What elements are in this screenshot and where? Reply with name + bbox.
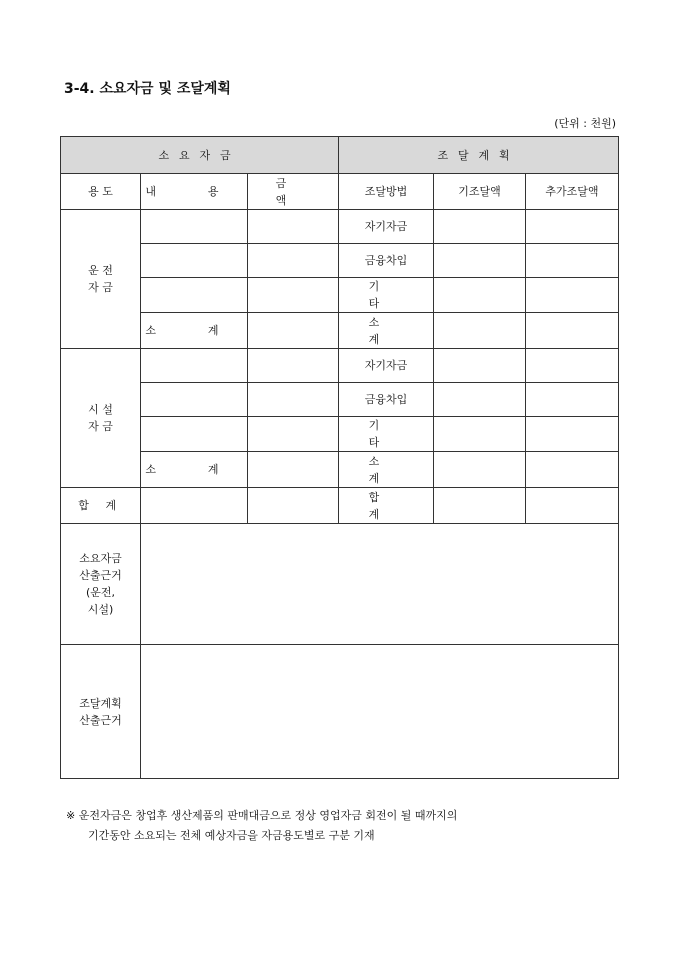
cell-empty[interactable] [434,383,526,417]
cell-empty[interactable] [526,210,619,244]
cell-empty[interactable] [434,349,526,383]
method-loan: 금융차입 [339,383,434,417]
cell-empty[interactable] [141,210,248,244]
cell-empty[interactable] [248,278,339,313]
method-other: 기 타 [339,417,434,452]
cell-empty[interactable] [434,488,526,524]
cell-empty[interactable] [434,278,526,313]
cell-empty[interactable] [248,313,339,349]
col-method: 조달방법 [339,174,434,210]
cell-empty[interactable] [141,244,248,278]
group-facility-label: 시 설 자 금 [61,349,141,488]
cell-empty[interactable] [526,488,619,524]
total-label: 합 계 [61,488,141,524]
cell-empty[interactable] [141,417,248,452]
cell-empty[interactable] [248,244,339,278]
subtotal-label: 소 계 [141,313,248,349]
cell-empty[interactable] [248,210,339,244]
col-content: 내 용 [141,174,248,210]
cell-empty[interactable] [141,488,248,524]
cell-empty[interactable] [141,383,248,417]
subtotal-label: 소 계 [339,452,434,488]
col-amount: 금 액 [248,174,339,210]
cell-empty[interactable] [526,383,619,417]
cell-empty[interactable] [526,278,619,313]
cell-empty[interactable] [434,452,526,488]
cell-empty[interactable] [248,452,339,488]
header-funding-plan: 조달계획 [339,137,619,174]
method-own: 자기자금 [339,349,434,383]
cell-empty[interactable] [248,488,339,524]
cell-empty[interactable] [141,349,248,383]
funding-plan-table [60,136,619,779]
section-title: 3-4. 소요자금 및 조달계획 [64,81,231,97]
subtotal-label: 소 계 [141,452,248,488]
cell-empty[interactable] [526,452,619,488]
cell-empty[interactable] [248,383,339,417]
basis-required-area[interactable] [141,524,619,645]
cell-empty[interactable] [434,244,526,278]
col-additional: 추가조달액 [526,174,619,210]
footnote-line-1: ※ 운전자금은 창업후 생산제품의 판매대금으로 정상 영업자금 회전이 될 때까지의 [66,809,458,822]
subtotal-label: 소 계 [339,313,434,349]
cell-empty[interactable] [434,313,526,349]
cell-empty[interactable] [526,417,619,452]
cell-empty[interactable] [434,210,526,244]
method-loan: 금융차입 [339,244,434,278]
footnote-line-2: 기간동안 소요되는 전체 예상자금을 자금용도별로 구분 기재 [88,829,375,842]
basis-required-label: 소요자금 산출근거 (운전, 시설) [61,524,141,645]
cell-empty[interactable] [526,313,619,349]
col-raised: 기조달액 [434,174,526,210]
cell-empty[interactable] [526,349,619,383]
cell-empty[interactable] [526,244,619,278]
basis-funding-area[interactable] [141,645,619,779]
method-other: 기 타 [339,278,434,313]
total-label: 합 계 [339,488,434,524]
header-required-funds: 소요자금 [61,137,339,174]
col-usage: 용 도 [61,174,141,210]
unit-label: (단위 : 천원) [554,117,616,130]
cell-empty[interactable] [434,417,526,452]
basis-funding-label: 조달계획 산출근거 [61,645,141,779]
cell-empty[interactable] [248,417,339,452]
cell-empty[interactable] [141,278,248,313]
group-operating-label: 운 전 자 금 [61,210,141,349]
cell-empty[interactable] [248,349,339,383]
method-own: 자기자금 [339,210,434,244]
footnote [66,806,457,846]
